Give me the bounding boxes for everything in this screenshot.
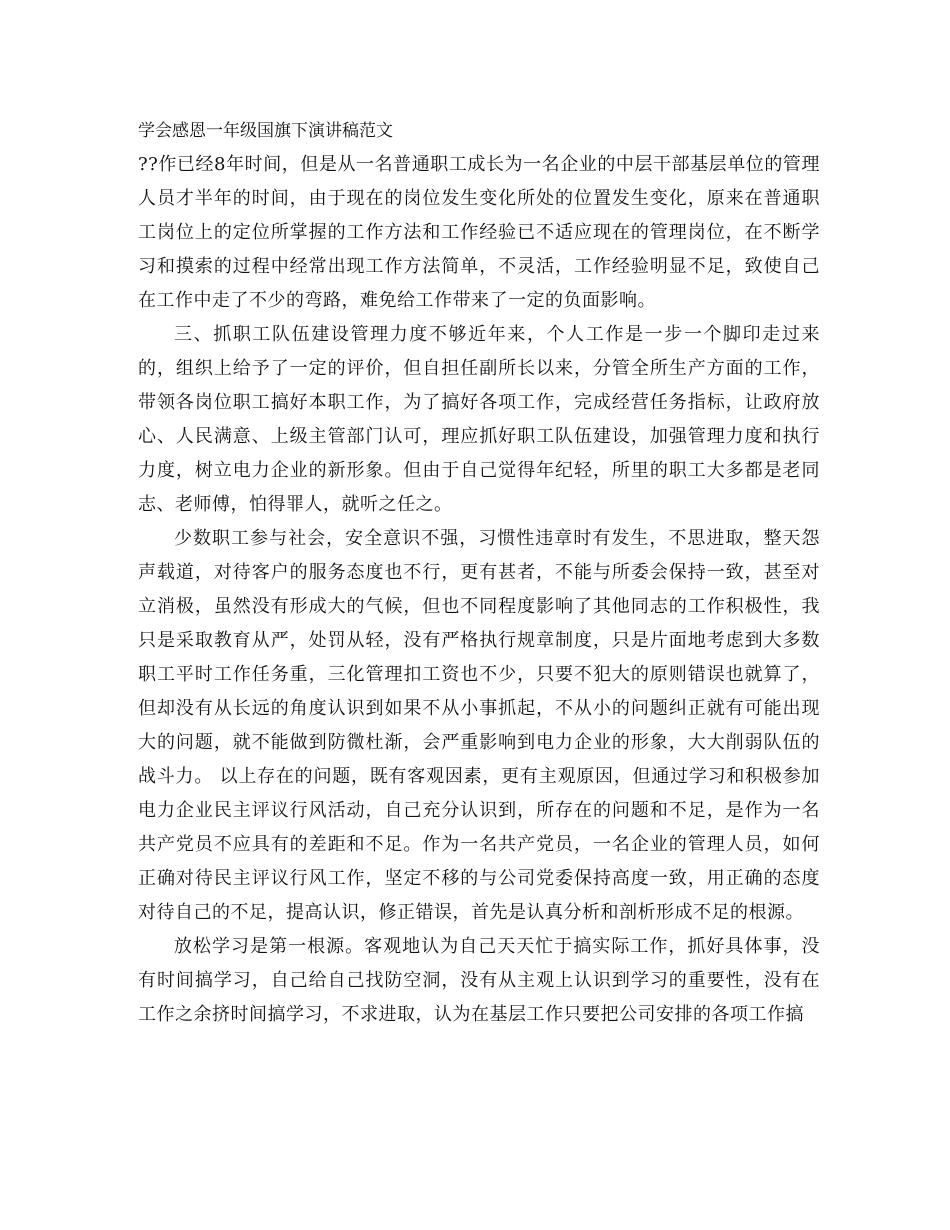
paragraph-1: ??作已经8年时间，但是从一名普通职工成长为一名企业的中层干部基层单位的管理人员才半年的时间，由于现在的岗位发生变化所处的位置发生变化，原来在普通职工岗位上的定位所掌握的工作方法和工作经验已不适应现在的管理岗位，在不断学习和摸索的过程中经常出现工作方法简单，不灵活，工作经验明显不足，致使自己在工作中走了不少的弯路，难免给工作带来了一定的负面影响。 bbox=[138, 154, 820, 311]
paragraph-4: 放松学习是第一根源。客观地认为自己天天忙于搞实际工作，抓好具体事，没有时间搞学习，自己给自己找防空洞，没有从主观上认识到学习的重要性，没有在工作之余挤时间搞学习，不求进取，认为在基层工作只要把公司安排的各项工作搞 bbox=[138, 936, 820, 1025]
paragraph-2: 三、抓职工队伍建设管理力度不够近年来，个人工作是一步一个脚印走过来的，组织上给予了一定的评价，但自担任副所长以来，分管全所生产方面的工作，带领各岗位职工搞好本职工作，为了搞好各项工作，完成经营任务指标，让政府放心、人民满意、上级主管部门认可，理应抓好职工队伍建设，加强管理力度和执行力度，树立电力企业的新形象。但由于自己觉得年纪轻，所里的职工大多都是老同志、老师傅，怕得罪人，就听之任之。 bbox=[138, 324, 820, 515]
document-title: 学会感恩一年级国旗下演讲稿范文 bbox=[138, 121, 393, 141]
document-body bbox=[138, 148, 820, 1032]
paragraph-3: 少数职工参与社会，安全意识不强，习惯性违章时有发生，不思进取，整天怨声载道，对待客户的服务态度也不行，更有甚者，不能与所委会保持一致，甚至对立消极，虽然没有形成大的气候，但也不同程度影响了其他同志的工作积极性，我只是采取教育从严，处罚从轻，没有严格执行规章制度，只是片面地考虑到大多数职工平时工作任务重，三化管理扣工资也不少，只要不犯大的原则错误也就算了，但却没有从长远的角度认识到如果不从小事抓起，不从小的问题纠正就有可能出现大的问题，就不能做到防微杜渐，会严重影响到电力企业的形象，大大削弱队伍的战斗力。 以上存在的问题，既有客观因素，更有主观原因，但通过学习和积极参加电力企业民主评议行风活动，自己充分认识到，所存在的问题和不足，是作为一名共产党员不应具有的差距和不足。作为一名共产党员，一名企业的管理人员，如何正确对待民主评议行风工作，坚定不移的与公司党委保持高度一致，用正确的态度对待自己的不足，提高认识，修正错误，首先是认真分析和剖析形成不足的根源。 bbox=[138, 528, 820, 923]
